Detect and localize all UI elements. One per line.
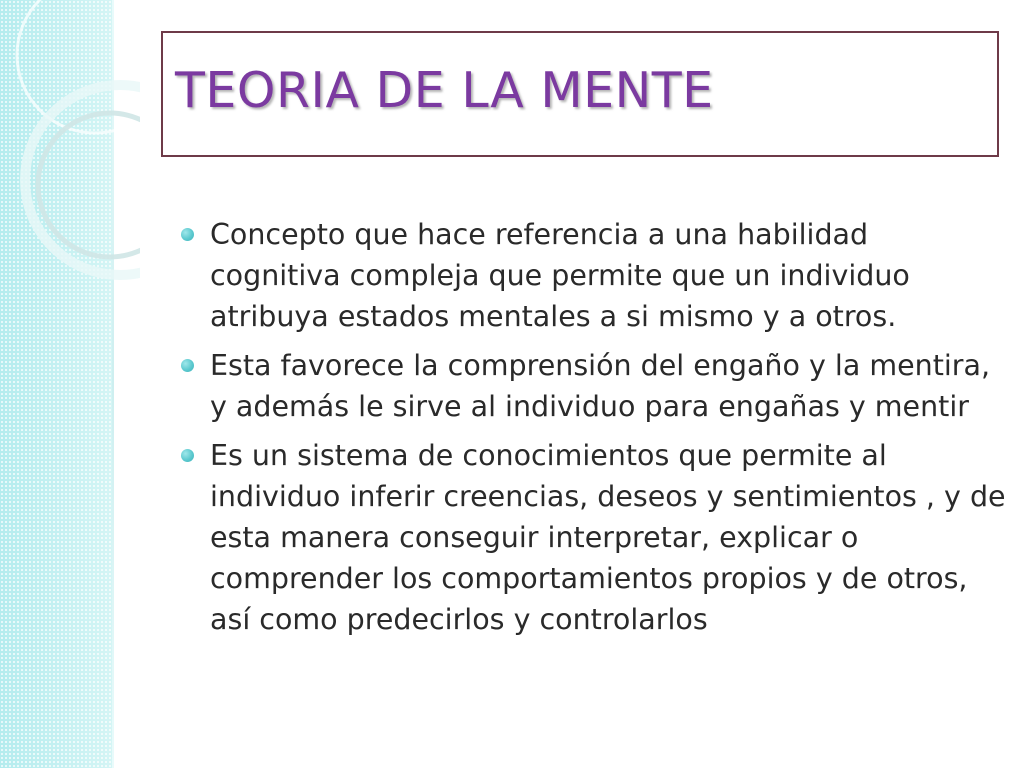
bullet-text: Concepto que hace referencia a una habilidad cognitiva compleja que permite que un individuo atribuya estados mentales a si mismo y a otros. — [210, 218, 910, 333]
list-item — [176, 435, 1006, 640]
bullet-text: Es un sistema de conocimientos que permite al individuo inferir creencias, deseos y sentimientos , y de esta manera conseguir interpretar, explicar o comprender los comportamientos propios y de otros, así como predecirlos y controlarlos — [210, 439, 1006, 636]
page-title: TEORIA DE LA MENTE — [175, 62, 714, 119]
decorative-ring-inner — [38, 113, 140, 257]
decorative-rings — [0, 0, 140, 320]
title-frame — [161, 31, 999, 157]
bullet-dot-icon — [181, 228, 194, 241]
bullet-dot-icon — [181, 359, 194, 372]
bullet-text: Esta favorece la comprensión del engaño y la mentira, y además le sirve al individuo para engañas y mentir — [210, 349, 991, 423]
bullet-list — [176, 214, 1006, 648]
list-item — [176, 214, 1006, 337]
list-item — [176, 345, 1006, 427]
bullet-dot-icon — [181, 449, 194, 462]
